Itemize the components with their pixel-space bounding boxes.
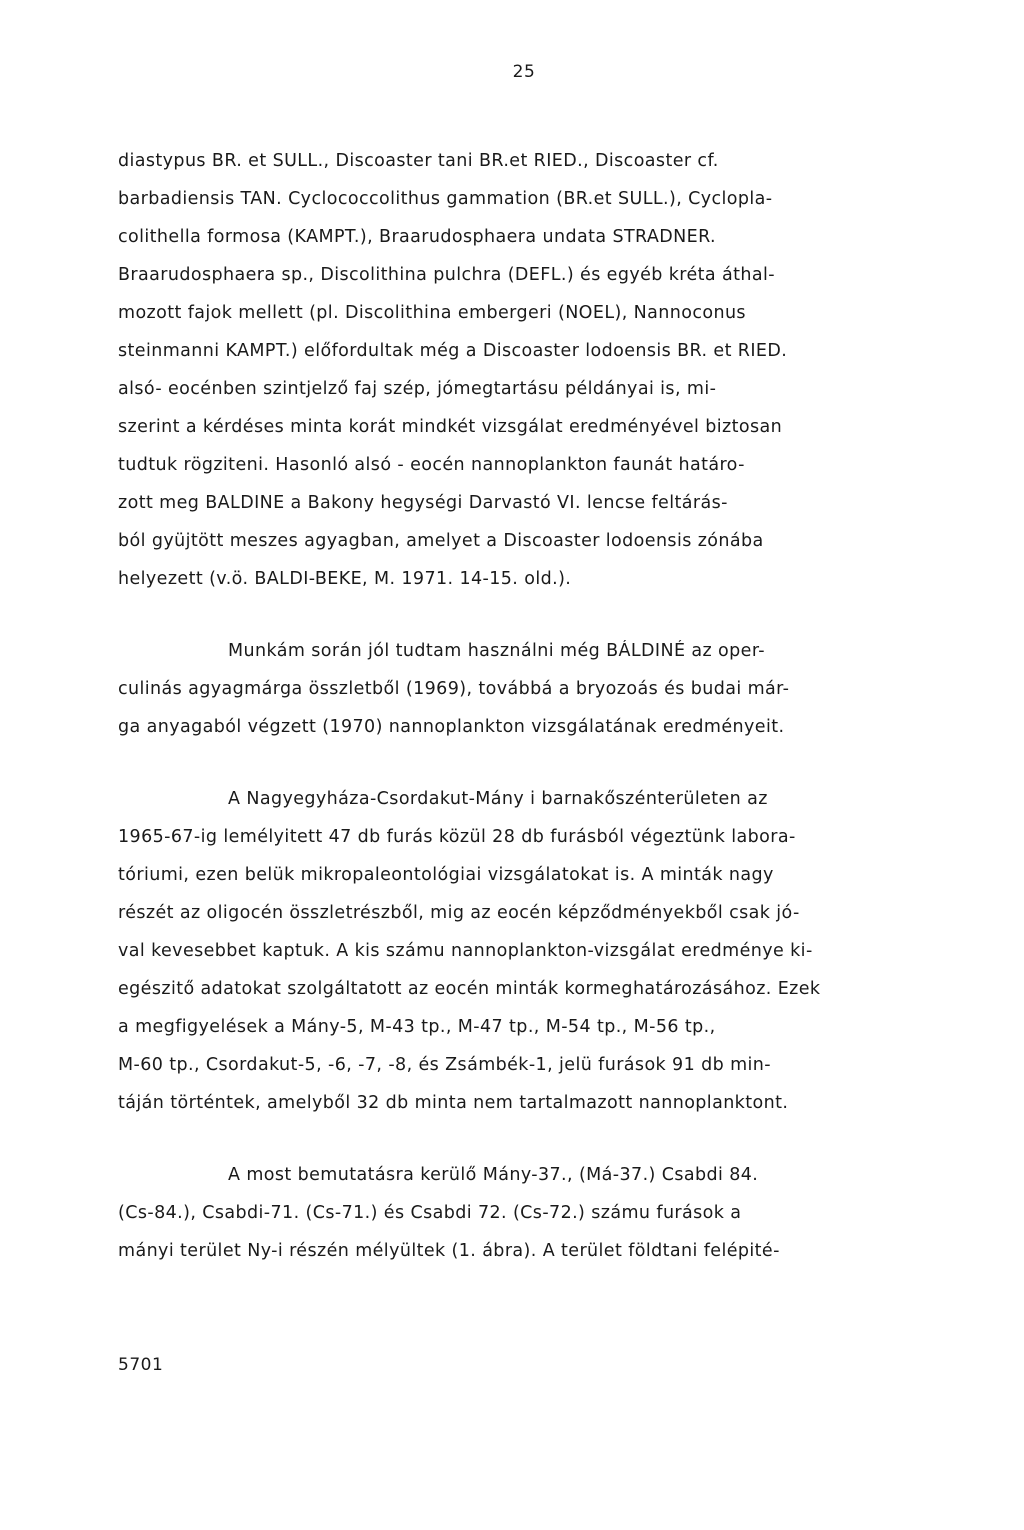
text-line: helyezett (v.ö. BALDI-BEKE, M. 1971. 14-15. old.). bbox=[118, 569, 572, 589]
text-line: diastypus BR. et SULL., Discoaster tani BR.et RIED., Discoaster cf. bbox=[118, 151, 719, 171]
text-line: steinmanni KAMPT.) előfordultak még a Discoaster lodoensis BR. et RIED. bbox=[118, 341, 788, 361]
text-line: Munkám során jól tudtam használni még BÁLDINÉ az oper- bbox=[228, 641, 766, 661]
text-line: részét az oligocén összletrészből, mig az eocén képződményekből csak jó- bbox=[118, 903, 800, 923]
text-line: culinás agyagmárga összletből (1969), továbbá a bryozoás és budai már- bbox=[118, 679, 790, 699]
text-line: mányi terület Ny-i részén mélyültek (1. ábra). A terület földtani felépité- bbox=[118, 1241, 780, 1261]
text-line: alsó- eocénben szintjelző faj szép, jómegtartásu példányai is, mi- bbox=[118, 379, 717, 399]
text-line: mozott fajok mellett (pl. Discolithina embergeri (NOEL), Nannoconus bbox=[118, 303, 746, 323]
text-line: tóriumi, ezen belük mikropaleontológiai vizsgálatokat is. A minták nagy bbox=[118, 865, 774, 885]
text-line: tudtuk rögziteni. Hasonló alsó - eocén nannoplankton faunát határo- bbox=[118, 455, 745, 475]
footer-code: 5701 bbox=[118, 1355, 164, 1375]
text-line: ból gyüjtött meszes agyagban, amelyet a Discoaster lodoensis zónába bbox=[118, 531, 764, 551]
text-line: val kevesebbet kaptuk. A kis számu nannoplankton-vizsgálat eredménye ki- bbox=[118, 941, 813, 961]
text-line: A most bemutatásra kerülő Mány-37., (Má-37.) Csabdi 84. bbox=[228, 1165, 759, 1185]
text-line: ga anyagaból végzett (1970) nannoplankton vizsgálatának eredményeit. bbox=[118, 717, 785, 737]
text-line: M-60 tp., Csordakut-5, -6, -7, -8, és Zsámbék-1, jelü furások 91 db min- bbox=[118, 1055, 771, 1075]
page-number: 25 bbox=[512, 62, 536, 82]
text-line: 1965-67-ig lemélyitett 47 db furás közül 28 db furásból végeztünk labora- bbox=[118, 827, 796, 847]
text-line: táján történtek, amelyből 32 db minta nem tartalmazott nannoplanktont. bbox=[118, 1093, 789, 1113]
text-line: barbadiensis TAN. Cyclococcolithus gammation (BR.et SULL.), Cyclopla- bbox=[118, 189, 773, 209]
text-line: a megfigyelések a Mány-5, M-43 tp., M-47 tp., M-54 tp., M-56 tp., bbox=[118, 1017, 716, 1037]
text-line: szerint a kérdéses minta korát mindkét vizsgálat eredményével biztosan bbox=[118, 417, 783, 437]
text-line: (Cs-84.), Csabdi-71. (Cs-71.) és Csabdi 72. (Cs-72.) számu furások a bbox=[118, 1203, 742, 1223]
text-line: zott meg BALDINE a Bakony hegységi Darvastó VI. lencse feltárás- bbox=[118, 493, 728, 513]
text-line: A Nagyegyháza-Csordakut-Mány i barnakőszénterületen az bbox=[228, 789, 768, 809]
text-line: colithella formosa (KAMPT.), Braarudosphaera undata STRADNER. bbox=[118, 227, 716, 247]
text-line: Braarudosphaera sp., Discolithina pulchra (DEFL.) és egyéb kréta áthal- bbox=[118, 265, 775, 285]
text-line: egészitő adatokat szolgáltatott az eocén minták kormeghatározásához. Ezek bbox=[118, 979, 821, 999]
